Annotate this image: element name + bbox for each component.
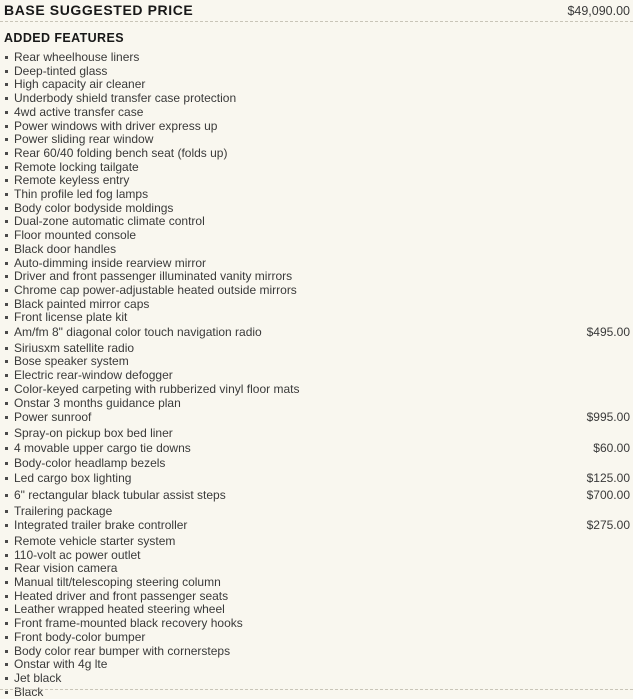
feature-label: Body color bodyside moldings xyxy=(14,200,174,215)
feature-row xyxy=(0,645,633,659)
feature-price: $275.00 xyxy=(586,518,630,533)
bullet-icon xyxy=(5,416,8,419)
feature-row xyxy=(0,325,633,342)
bullet-icon xyxy=(5,622,8,625)
feature-row xyxy=(0,658,633,672)
base-suggested-price-title: BASE SUGGESTED PRICE xyxy=(4,2,194,18)
feature-row xyxy=(0,147,633,161)
bullet-icon xyxy=(5,636,8,639)
feature-row xyxy=(0,257,633,271)
bullet-icon xyxy=(5,663,8,666)
feature-label: Onstar with 4g lte xyxy=(14,657,108,672)
feature-label: Siriusxm satellite radio xyxy=(14,340,135,355)
feature-label: Floor mounted console xyxy=(14,228,137,243)
feature-row xyxy=(0,410,633,427)
feature-label: Underbody shield transfer case protection xyxy=(14,91,237,106)
feature-label: Rear 60/40 folding bench seat (folds up) xyxy=(14,145,228,160)
feature-label: Manual tilt/telescoping steering column xyxy=(14,575,221,590)
feature-price: $495.00 xyxy=(586,325,630,340)
bullet-icon xyxy=(5,248,8,251)
feature-label: Remote locking tailgate xyxy=(14,159,139,174)
bullet-icon xyxy=(5,125,8,128)
feature-label: Am/fm 8" diagonal color touch navigation radio xyxy=(14,325,262,340)
feature-row xyxy=(0,397,633,411)
bullet-icon xyxy=(5,56,8,59)
feature-row xyxy=(0,505,633,519)
feature-label: Power sliding rear window xyxy=(14,132,154,147)
bullet-icon xyxy=(5,179,8,182)
base-price-header xyxy=(0,0,633,18)
feature-row xyxy=(0,549,633,563)
bullet-icon xyxy=(5,220,8,223)
feature-label: Leather wrapped heated steering wheel xyxy=(14,602,225,617)
feature-label: Front license plate kit xyxy=(14,310,128,325)
bullet-icon xyxy=(5,262,8,265)
bullet-icon xyxy=(5,331,8,334)
bullet-icon xyxy=(5,289,8,292)
feature-label: Dual-zone automatic climate control xyxy=(14,214,205,229)
feature-row xyxy=(0,65,633,79)
feature-label: Remote keyless entry xyxy=(14,173,130,188)
feature-label: Power windows with driver express up xyxy=(14,118,218,133)
bullet-icon xyxy=(5,111,8,114)
bullet-icon xyxy=(5,402,8,405)
feature-row xyxy=(0,298,633,312)
feature-row xyxy=(0,78,633,92)
feature-label: Remote vehicle starter system xyxy=(14,533,176,548)
feature-row xyxy=(0,161,633,175)
feature-label: Driver and front passenger illuminated vanity mirrors xyxy=(14,269,293,284)
feature-label: 4 movable upper cargo tie downs xyxy=(14,440,191,455)
feature-label: 6" rectangular black tubular assist steps xyxy=(14,487,226,502)
feature-row xyxy=(0,631,633,645)
bullet-icon xyxy=(5,650,8,653)
bullet-icon xyxy=(5,447,8,450)
feature-row xyxy=(0,51,633,65)
feature-row xyxy=(0,427,633,441)
feature-row xyxy=(0,535,633,549)
feature-label: Rear vision camera xyxy=(14,561,118,576)
feature-row xyxy=(0,311,633,325)
feature-row xyxy=(0,342,633,356)
feature-label: Body-color headlamp bezels xyxy=(14,456,166,471)
feature-label: Deep-tinted glass xyxy=(14,63,108,78)
feature-label: Heated driver and front passenger seats xyxy=(14,588,229,603)
feature-label: Bose speaker system xyxy=(14,354,129,369)
bullet-icon xyxy=(5,494,8,497)
bullet-icon xyxy=(5,567,8,570)
feature-row xyxy=(0,243,633,257)
bullet-icon xyxy=(5,524,8,527)
feature-row xyxy=(0,229,633,243)
feature-row xyxy=(0,590,633,604)
bullet-icon xyxy=(5,166,8,169)
feature-label: Front body-color bumper xyxy=(14,629,146,644)
bullet-icon xyxy=(5,477,8,480)
feature-label: Body color rear bumper with cornersteps xyxy=(14,643,231,658)
feature-label: Electric rear-window defogger xyxy=(14,368,173,383)
feature-price: $995.00 xyxy=(586,410,630,425)
bullet-icon xyxy=(5,388,8,391)
feature-label: Rear wheelhouse liners xyxy=(14,50,140,64)
base-suggested-price-value: $49,090.00 xyxy=(567,4,630,18)
feature-label: 110-volt ac power outlet xyxy=(14,547,141,562)
feature-price: $700.00 xyxy=(586,487,630,502)
feature-row xyxy=(0,202,633,216)
feature-row xyxy=(0,120,633,134)
feature-row xyxy=(0,686,633,699)
bullet-icon xyxy=(5,275,8,278)
feature-label: Black painted mirror caps xyxy=(14,296,150,311)
feature-label: Black xyxy=(14,684,44,699)
bullet-icon xyxy=(5,691,8,694)
feature-row xyxy=(0,383,633,397)
feature-row xyxy=(0,457,633,471)
feature-row xyxy=(0,188,633,202)
bullet-icon xyxy=(5,152,8,155)
bullet-icon xyxy=(5,70,8,73)
bullet-icon xyxy=(5,303,8,306)
feature-label: Jet black xyxy=(14,670,62,685)
bullet-icon xyxy=(5,581,8,584)
feature-label: Chrome cap power-adjustable heated outside mirrors xyxy=(14,282,297,297)
bullet-icon xyxy=(5,432,8,435)
feature-row xyxy=(0,672,633,686)
bullet-icon xyxy=(5,347,8,350)
feature-label: Spray-on pickup box bed liner xyxy=(14,425,173,440)
feature-row xyxy=(0,369,633,383)
bullet-icon xyxy=(5,540,8,543)
bullet-icon xyxy=(5,207,8,210)
feature-label: Front frame-mounted black recovery hooks xyxy=(14,616,243,631)
feature-row xyxy=(0,174,633,188)
bullet-icon xyxy=(5,138,8,141)
feature-row xyxy=(0,471,633,488)
feature-row xyxy=(0,518,633,535)
feature-price: $125.00 xyxy=(586,471,630,486)
feature-row xyxy=(0,92,633,106)
feature-row xyxy=(0,488,633,505)
bullet-icon xyxy=(5,462,8,465)
feature-row xyxy=(0,576,633,590)
feature-row xyxy=(0,562,633,576)
feature-row xyxy=(0,215,633,229)
feature-label: Trailering package xyxy=(14,503,113,518)
feature-label: Led cargo box lighting xyxy=(14,471,132,486)
bullet-icon xyxy=(5,97,8,100)
feature-label: Integrated trailer brake controller xyxy=(14,518,188,533)
feature-row xyxy=(0,133,633,147)
feature-label: Color-keyed carpeting with rubberized vinyl floor mats xyxy=(14,381,300,396)
feature-label: Thin profile led fog lamps xyxy=(14,187,149,202)
bullet-icon xyxy=(5,316,8,319)
bullet-icon xyxy=(5,677,8,680)
bullet-icon xyxy=(5,595,8,598)
bullet-icon xyxy=(5,193,8,196)
bullet-icon xyxy=(5,360,8,363)
feature-label: Onstar 3 months guidance plan xyxy=(14,395,181,410)
added-features-list xyxy=(0,51,633,699)
feature-label: Power sunroof xyxy=(14,410,92,425)
feature-label: Black door handles xyxy=(14,241,117,256)
feature-row xyxy=(0,106,633,120)
feature-row xyxy=(0,441,633,458)
bullet-icon xyxy=(5,374,8,377)
feature-row xyxy=(0,617,633,631)
feature-price: $60.00 xyxy=(593,440,630,455)
bullet-icon xyxy=(5,608,8,611)
bottom-divider xyxy=(0,689,633,690)
bullet-icon xyxy=(5,83,8,86)
added-features-heading: ADDED FEATURES xyxy=(4,31,124,45)
feature-label: 4wd active transfer case xyxy=(14,104,144,119)
bullet-icon xyxy=(5,510,8,513)
feature-row xyxy=(0,270,633,284)
feature-label: Auto-dimming inside rearview mirror xyxy=(14,255,207,270)
bullet-icon xyxy=(5,554,8,557)
feature-row xyxy=(0,603,633,617)
bullet-icon xyxy=(5,234,8,237)
feature-row xyxy=(0,355,633,369)
feature-label: High capacity air cleaner xyxy=(14,77,146,92)
feature-row xyxy=(0,284,633,298)
header-divider xyxy=(0,21,633,22)
